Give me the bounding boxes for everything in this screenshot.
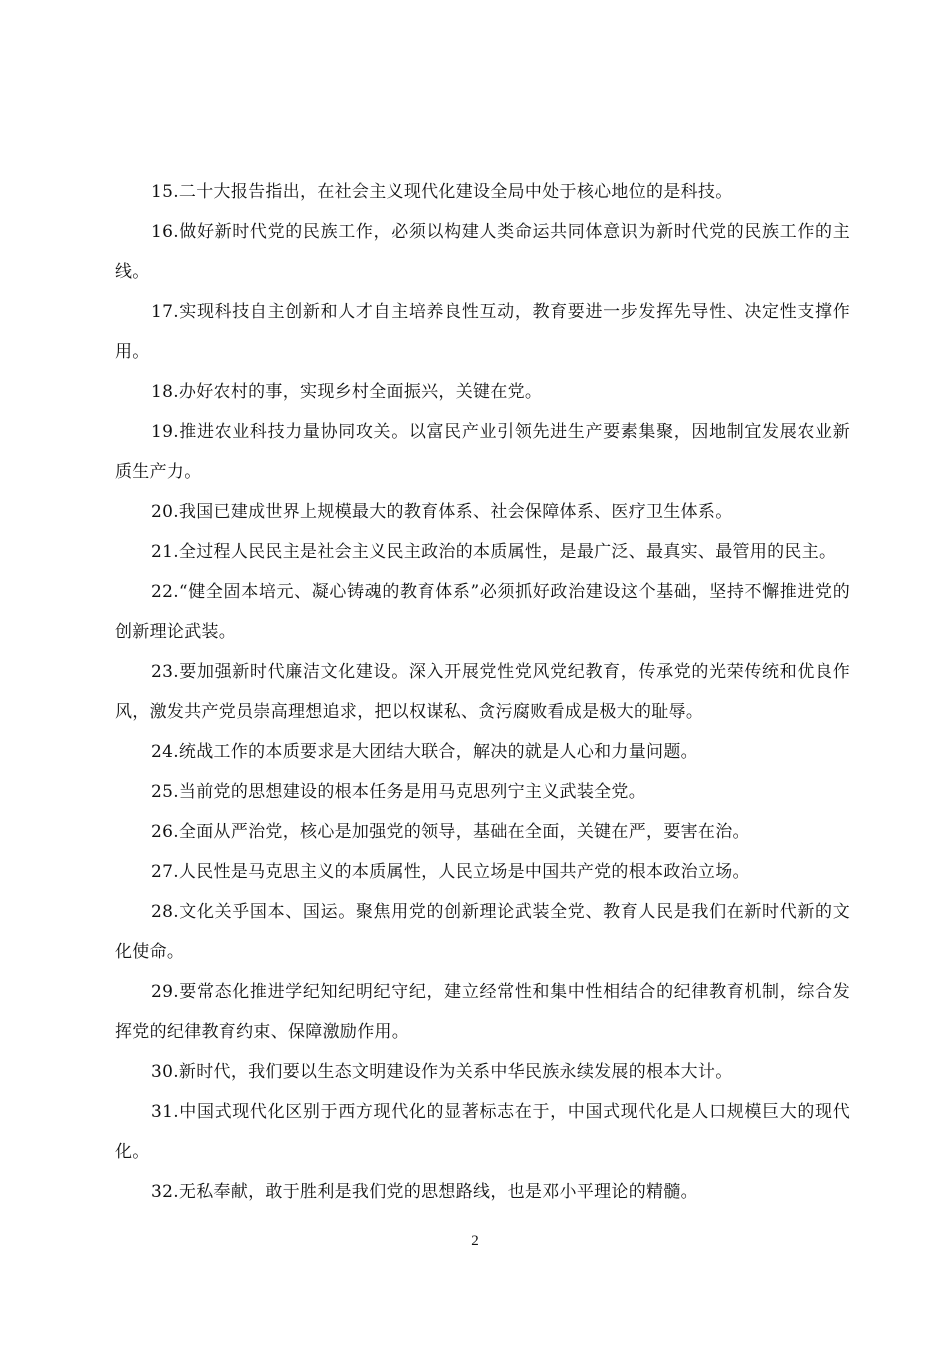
statement-24: 24.统战工作的本质要求是大团结大联合，解决的就是人心和力量问题。 [151,742,698,762]
statement-27: 27.人民性是马克思主义的本质属性，人民立场是中国共产党的根本政治立场。 [151,862,750,882]
statement-18: 18.办好农村的事，实现乡村全面振兴，关键在党。 [151,382,543,402]
statement-25: 25.当前党的思想建设的根本任务是用马克思列宁主义武装全党。 [151,782,647,802]
statement-17: 17.实现科技自主创新和人才自主培养良性互动，教育要进一步发挥先导性、决定性支撑作用。 [115,302,850,362]
statement-15: 15.二十大报告指出，在社会主义现代化建设全局中处于核心地位的是科技。 [151,182,733,202]
statement-28: 28.文化关乎国本、国运。聚焦用党的创新理论武装全党、教育人民是我们在新时代新的文化使命。 [115,902,850,962]
statement-26: 26.全面从严治党，核心是加强党的领导，基础在全面，关键在严，要害在治。 [151,822,750,842]
statement-22: 22.“健全固本培元、凝心铸魂的教育体系”必须抓好政治建设这个基础，坚持不懈推进党的创新理论武装。 [115,582,850,642]
statement-list [115,172,850,1212]
statement-20: 20.我国已建成世界上规模最大的教育体系、社会保障体系、医疗卫生体系。 [151,502,733,522]
statement-30: 30.新时代，我们要以生态文明建设作为关系中华民族永续发展的根本大计。 [151,1062,733,1082]
statement-19: 19.推进农业科技力量协同攻关。以富民产业引领先进生产要素集聚，因地制宜发展农业新质生产力。 [115,422,850,482]
statement-31: 31.中国式现代化区别于西方现代化的显著标志在于，中国式现代化是人口规模巨大的现代化。 [115,1102,850,1162]
statement-32: 32.无私奉献，敢于胜利是我们党的思想路线，也是邓小平理论的精髓。 [151,1182,698,1202]
statement-21: 21.全过程人民民主是社会主义民主政治的本质属性，是最广泛、最真实、最管用的民主。 [151,542,837,562]
statement-29: 29.要常态化推进学纪知纪明纪守纪，建立经常性和集中性相结合的纪律教育机制，综合发挥党的纪律教育约束、保障激励作用。 [115,982,850,1042]
statement-23: 23.要加强新时代廉洁文化建设。深入开展党性党风党纪教育，传承党的光荣传统和优良作风，激发共产党员崇高理想追求，把以权谋私、贪污腐败看成是极大的耻辱。 [115,662,850,722]
statement-16: 16.做好新时代党的民族工作，必须以构建人类命运共同体意识为新时代党的民族工作的主线。 [115,222,850,282]
page-number: 2 [471,1233,479,1249]
